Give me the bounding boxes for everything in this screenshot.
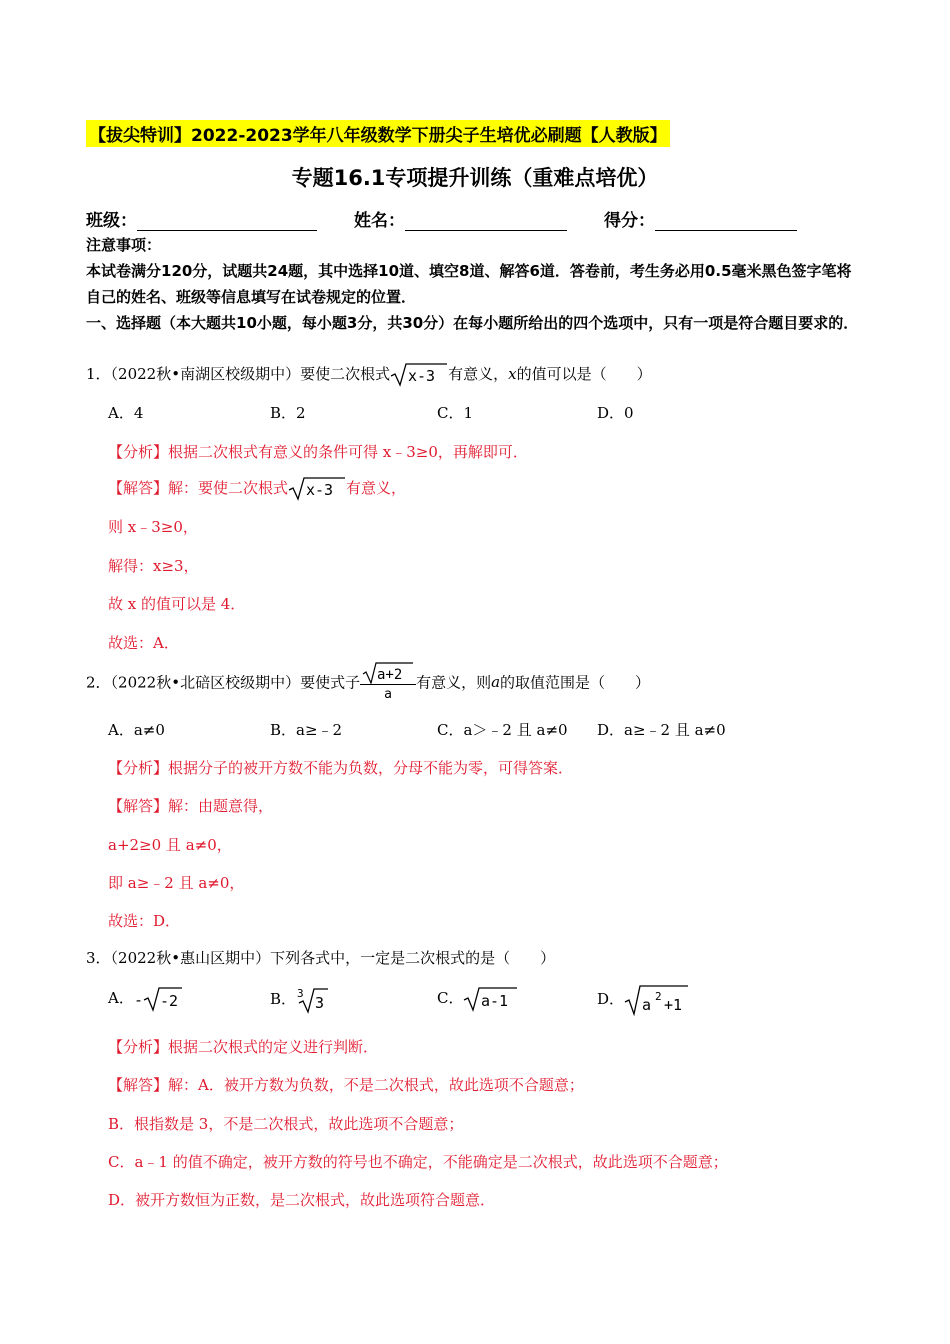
question-2-stem	[86, 662, 650, 702]
q2-stem-a: 2．（2022秋•北碚区校级期中）要使式子	[86, 673, 361, 692]
q1-var: x	[508, 365, 517, 383]
q1-answer-b: 有意义，	[346, 479, 407, 497]
q1-answer-radicand: x-3	[306, 481, 334, 499]
q3-option-a-label: A．	[108, 989, 134, 1007]
notes-body: 本试卷满分120分，试题共24题，其中选择10道、填空8道、解答6道．答卷前，考生务必用0.5毫米黑色签字笔将自己的姓名、班级等信息填写在试卷规定的位置．	[86, 262, 852, 306]
q3-d-base: a	[642, 996, 652, 1014]
q2-option-d: D．a≥﹣2 且 a≠0	[597, 721, 726, 739]
fraction-sqrt-a-plus-2-over-a	[360, 662, 416, 702]
q2-stem-b: 有意义，则	[416, 673, 492, 692]
name-label: 姓名：	[354, 211, 405, 231]
notes-block	[86, 232, 866, 336]
page-title: 专题16.1专项提升训练（重难点培优）	[291, 166, 659, 190]
q3-line-2: C．a﹣1 的值不确定，被开方数的符号也不确定，不能确定是二次根式，故此选项不合题意；	[108, 1153, 728, 1171]
q1-stem-a: 1．（2022秋•南湖区校级期中）要使二次根式	[86, 365, 391, 383]
q2-stem-d: 的取值范围是（ ）	[500, 673, 651, 692]
q3-option-c	[437, 986, 519, 1012]
q2-line-2: 即 a≥﹣2 且 a≠0，	[108, 874, 245, 892]
q3-analysis: 【分析】根据二次根式的定义进行判断．	[108, 1038, 379, 1056]
q1-line-1: 则 x﹣3≥0，	[108, 518, 198, 536]
q3-answer: 【解答】解：A．被开方数为负数，不是二次根式，故此选项不合题意；	[108, 1076, 584, 1094]
question-1-stem	[86, 363, 652, 387]
q2-answer: 【解答】解：由题意得，	[108, 797, 274, 815]
q1-analysis: 【分析】根据二次根式有意义的条件可得 x﹣3≥0，再解即可．	[108, 443, 528, 461]
q1-line-3: 故 x 的值可以是 4．	[108, 595, 246, 613]
q1-stem-b: 有意义，	[448, 365, 509, 383]
q3-d-exp: 2	[655, 990, 662, 1003]
q2-numerator: a+2	[377, 667, 403, 683]
q1-line-4: 故选：A．	[108, 634, 179, 652]
q2-line-3: 故选：D．	[108, 912, 181, 930]
q2-denominator: a	[384, 687, 392, 702]
q1-option-d: D．0	[597, 404, 634, 422]
notes-heading: 注意事项：	[86, 236, 162, 254]
class-field	[86, 206, 317, 231]
sqrt-x-minus-3	[390, 363, 448, 387]
score-blank	[655, 212, 797, 231]
q2-analysis: 【分析】根据分子的被开方数不能为负数，分母不能为零，可得答案．	[108, 759, 574, 777]
class-label: 班级：	[86, 211, 137, 231]
q1-option-a: A．4	[108, 404, 144, 422]
q3-option-d	[597, 984, 690, 1016]
q2-option-b: B．a≥﹣2	[270, 721, 343, 739]
q2-var: a	[491, 673, 501, 691]
q3-option-b-label: B．	[270, 990, 297, 1008]
cube-root-3	[296, 986, 330, 1014]
q3-a-radicand: -2	[159, 992, 178, 1010]
name-blank	[405, 212, 567, 231]
q2-option-c: C．a＞﹣2 且 a≠0	[437, 721, 568, 739]
page-banner: 【拔尖特训】2022-2023学年八年级数学下册尖子生培优必刷题【人教版】	[86, 120, 670, 147]
minus-sqrt-minus-2	[134, 986, 184, 1012]
q3-d-tail: +1	[664, 996, 683, 1014]
q1-option-c: C．1	[437, 404, 474, 422]
q1-option-b: B．2	[270, 404, 306, 422]
score-field	[604, 206, 797, 231]
q3-b-index: 3	[297, 987, 304, 1000]
name-field	[354, 206, 567, 231]
q3-a-prefix: -	[133, 991, 143, 1009]
sqrt-a-minus-1	[463, 986, 519, 1012]
score-label: 得分：	[604, 211, 655, 231]
q3-c-radicand: a-1	[481, 992, 509, 1010]
q1-answer	[108, 477, 406, 501]
q3-b-radicand: 3	[315, 994, 325, 1012]
q2-line-1: a+2≥0 且 a≠0，	[108, 836, 232, 854]
q3-line-3: D．被开方数恒为正数，是二次根式，故此选项符合题意．	[108, 1191, 496, 1209]
section-heading: 一、选择题（本大题共10小题，每小题3分，共30分）在每小题所给出的四个选项中，只有一项是符合题目要求的．	[86, 314, 859, 332]
q1-radicand: x-3	[408, 367, 436, 385]
q3-option-c-label: C．	[437, 989, 464, 1007]
q1-line-2: 解得：x≥3，	[108, 557, 199, 575]
sqrt-a-squared-plus-1	[624, 984, 690, 1016]
q1-answer-a: 【解答】解：要使二次根式	[108, 479, 289, 497]
sqrt-x-minus-3-answer	[288, 477, 346, 501]
q3-option-a	[108, 986, 184, 1012]
q1-stem-d: 的值可以是（ ）	[516, 365, 652, 383]
q3-line-1: B．根指数是 3，不是二次根式，故此选项不合题意；	[108, 1115, 464, 1133]
question-3-stem: 3．（2022秋•惠山区期中）下列各式中，一定是二次根式的是（ ）	[86, 949, 556, 967]
q2-option-a: A．a≠0	[108, 721, 165, 739]
q3-option-b	[270, 986, 330, 1014]
q3-option-d-label: D．	[597, 990, 625, 1008]
class-blank	[137, 212, 317, 231]
